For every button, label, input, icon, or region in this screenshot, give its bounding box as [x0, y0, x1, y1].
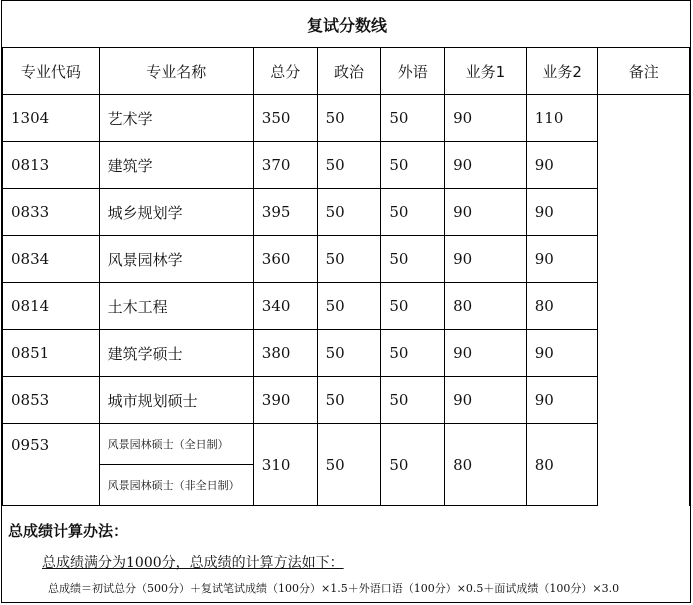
cell-politics: 50	[317, 142, 381, 189]
header-language: 外语	[381, 48, 445, 95]
cell-code: 0813	[3, 142, 100, 189]
header-total: 总分	[253, 48, 317, 95]
cell-name: 风景园林学	[99, 236, 253, 283]
cell-language: 50	[381, 142, 445, 189]
cell-name: 城乡规划学	[99, 189, 253, 236]
cell-course1: 80	[445, 424, 527, 506]
cell-language: 50	[381, 424, 445, 506]
table-row	[3, 236, 690, 283]
cell-name: 艺术学	[99, 95, 253, 142]
cell-name: 建筑学	[99, 142, 253, 189]
cell-language: 50	[381, 236, 445, 283]
header-remarks: 备注	[598, 48, 690, 95]
table-row	[3, 189, 690, 236]
cell-course1: 90	[445, 142, 527, 189]
table-title: 复试分数线	[306, 15, 387, 35]
cell-course1: 90	[445, 95, 527, 142]
cell-course2: 90	[526, 377, 598, 424]
cell-course1: 90	[445, 189, 527, 236]
method-formula: 总成绩＝初试总分（500分）＋复试笔试成绩（100分）×1.5＋外语口语（100分）×0.5＋面试成绩（100分）×3.0	[48, 582, 620, 595]
cell-language: 50	[381, 283, 445, 330]
header-course2: 业务2	[526, 48, 598, 95]
cell-course2: 110	[526, 95, 598, 142]
table-row	[3, 95, 690, 142]
table-row	[3, 330, 690, 377]
cell-politics: 50	[317, 189, 381, 236]
cell-politics: 50	[317, 330, 381, 377]
cell-course2: 80	[526, 424, 598, 506]
cell-name-parttime: 风景园林硕士（非全日制）	[99, 465, 253, 506]
cell-politics: 50	[317, 283, 381, 330]
header-code: 专业代码	[3, 48, 100, 95]
cell-course1: 80	[445, 283, 527, 330]
cell-course2: 90	[526, 189, 598, 236]
cell-language: 50	[381, 95, 445, 142]
cell-name: 土木工程	[99, 283, 253, 330]
header-name: 专业名称	[99, 48, 253, 95]
cell-code: 0953	[3, 424, 100, 506]
table-row	[3, 424, 690, 465]
method-heading: 总成绩计算办法：	[8, 522, 129, 540]
score-table-document	[1, 0, 691, 603]
cell-total: 310	[253, 424, 317, 506]
cell-politics: 50	[317, 236, 381, 283]
header-politics: 政治	[317, 48, 381, 95]
cell-language: 50	[381, 330, 445, 377]
cell-total: 350	[253, 95, 317, 142]
cell-course2: 90	[526, 142, 598, 189]
cell-course1: 90	[445, 330, 527, 377]
cell-code: 0834	[3, 236, 100, 283]
cell-total: 370	[253, 142, 317, 189]
cell-politics: 50	[317, 95, 381, 142]
cell-name-fulltime: 风景园林硕士（全日制）	[99, 424, 253, 465]
header-course1: 业务1	[445, 48, 527, 95]
cell-code: 0851	[3, 330, 100, 377]
cell-code: 0833	[3, 189, 100, 236]
cell-code: 0853	[3, 377, 100, 424]
table-row	[3, 283, 690, 330]
cell-total: 390	[253, 377, 317, 424]
cell-course2: 90	[526, 236, 598, 283]
cell-code: 1304	[3, 95, 100, 142]
cell-total: 395	[253, 189, 317, 236]
cell-language: 50	[381, 377, 445, 424]
cell-course2: 90	[526, 330, 598, 377]
cell-remarks	[598, 95, 690, 506]
score-table	[2, 47, 690, 506]
cell-total: 360	[253, 236, 317, 283]
cell-politics: 50	[317, 377, 381, 424]
cell-code: 0814	[3, 283, 100, 330]
table-row	[3, 377, 690, 424]
cell-total: 380	[253, 330, 317, 377]
cell-course2: 80	[526, 283, 598, 330]
cell-course1: 90	[445, 236, 527, 283]
cell-language: 50	[381, 189, 445, 236]
cell-total: 340	[253, 283, 317, 330]
method-line-1: 总成绩满分为1000分，总成绩的计算方法如下：	[42, 555, 344, 571]
cell-politics: 50	[317, 424, 381, 506]
cell-name: 城市规划硕士	[99, 377, 253, 424]
cell-name: 建筑学硕士	[99, 330, 253, 377]
header-row	[3, 48, 690, 95]
cell-course1: 90	[445, 377, 527, 424]
table-row	[3, 142, 690, 189]
